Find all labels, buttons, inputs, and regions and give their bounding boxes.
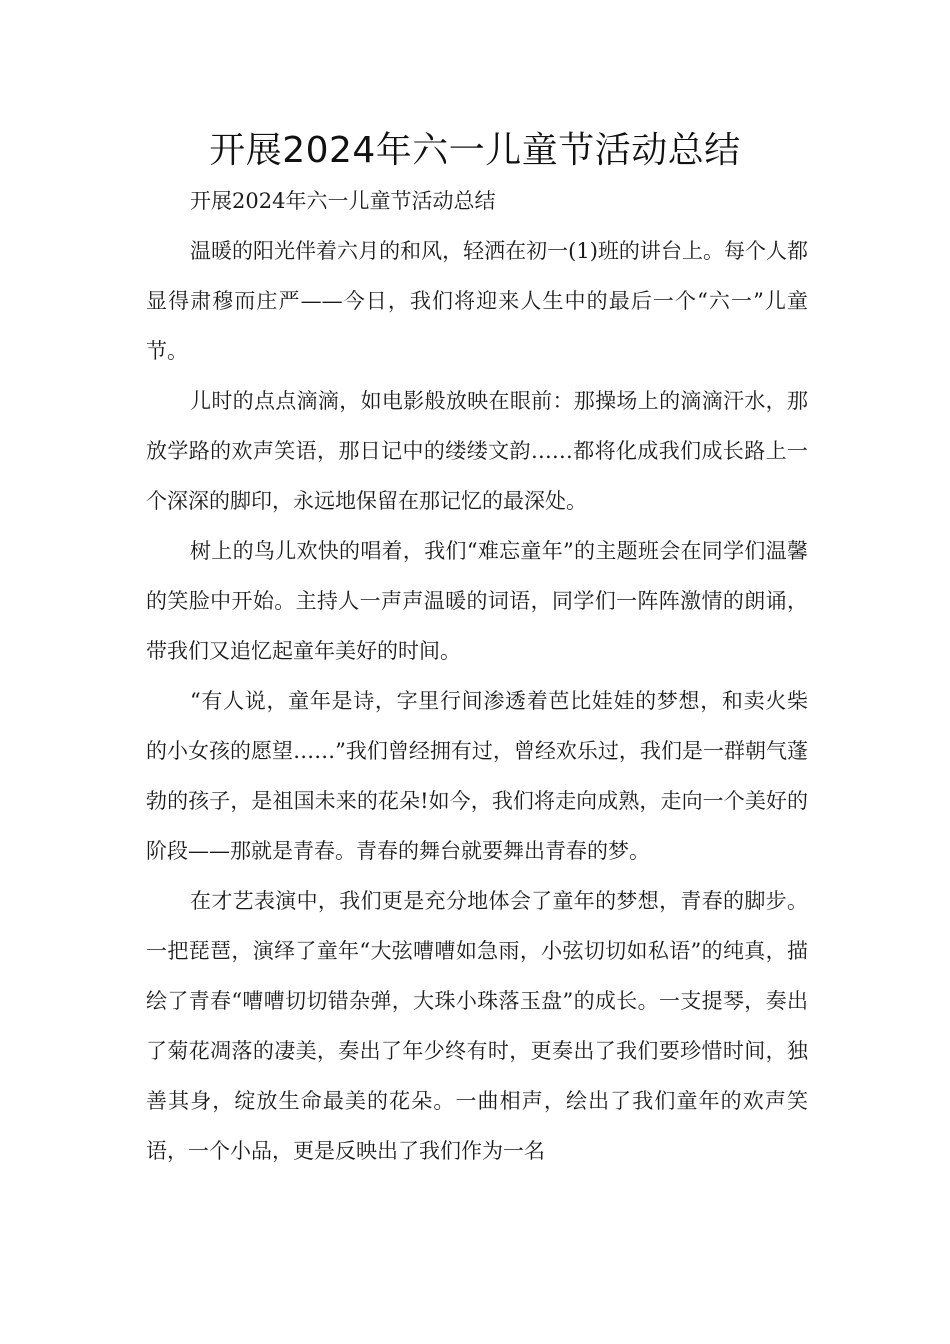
document-title: 开展2024年六一儿童节活动总结 xyxy=(209,130,741,171)
paragraph: 树上的鸟儿欢快的唱着，我们“难忘童年”的主题班会在同学们温馨的笑脸中开始。主持人一声声温暖的词语，同学们一阵阵激情的朗诵，带我们又追忆起童年美好的时间。 xyxy=(146,539,808,663)
document-subtitle: 开展2024年六一儿童节活动总结 xyxy=(190,189,496,213)
paragraph: “有人说，童年是诗，字里行间渗透着芭比娃娃的梦想，和卖火柴的小女孩的愿望……”我们曾经拥有过，曾经欢乐过，我们是一群朝气蓬勃的孩子，是祖国未来的花朵!如今，我们将走向成熟，走向一个美好的阶段——那就是青春。青春的舞台就要舞出青春的梦。 xyxy=(146,689,808,863)
paragraph: 温暖的阳光伴着六月的和风，轻洒在初一(1)班的讲台上。每个人都显得肃穆而庄严——今日，我们将迎来人生中的最后一个“六一”儿童节。 xyxy=(146,239,808,363)
paragraph: 在才艺表演中，我们更是充分地体会了童年的梦想，青春的脚步。一把琵琶，演绎了童年“大弦嘈嘈如急雨，小弦切切如私语”的纯真，描绘了青春“嘈嘈切切错杂弹，大珠小珠落玉盘”的成长。一支提琴，奏出了菊花凋落的凄美，奏出了年少终有时，更奏出了我们要珍惜时间，独善其身，绽放生命最美的花朵。一曲相声，绘出了我们童年的欢声笑语，一个小品，更是反映出了我们作为一名 xyxy=(146,889,808,1163)
paragraph: 儿时的点点滴滴，如电影般放映在眼前：那操场上的滴滴汗水，那放学路的欢声笑语，那日记中的缕缕文韵……都将化成我们成长路上一个深深的脚印，永远地保留在那记忆的最深处。 xyxy=(146,389,808,513)
document-body xyxy=(146,176,808,1176)
